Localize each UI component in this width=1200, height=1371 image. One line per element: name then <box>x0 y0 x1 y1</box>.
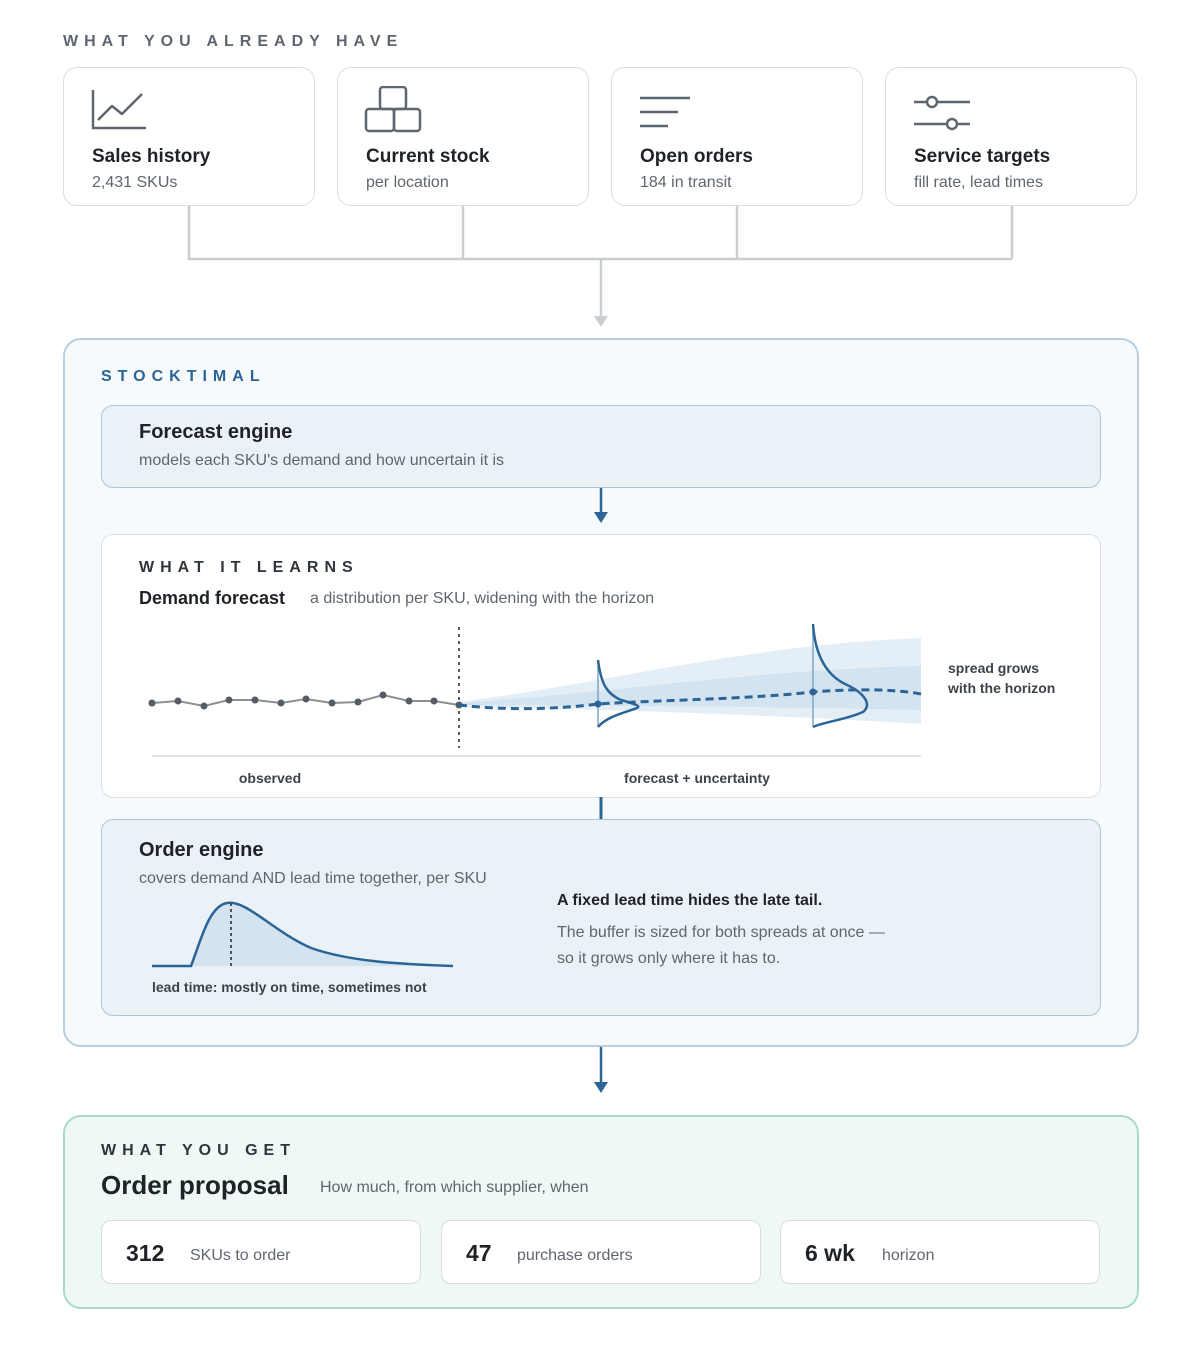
forecast-engine-title: Forecast engine <box>139 421 293 443</box>
leadtime-caption: lead time: mostly on time, sometimes not <box>152 979 427 995</box>
arrow-down-icon <box>594 512 608 523</box>
demand-forecast-illustration <box>101 534 1101 798</box>
stat-value: 312 <box>126 1240 165 1266</box>
arrow-down-icon <box>594 316 608 327</box>
order-proposal-sub: How much, from which supplier, when <box>320 1179 589 1196</box>
arrow-down-icon <box>594 1082 608 1093</box>
stat-value: 47 <box>466 1240 492 1266</box>
input-card-sub: per location <box>366 174 449 191</box>
inputs-heading: WHAT YOU ALREADY HAVE <box>63 33 404 50</box>
order-proposal-title: Order proposal <box>101 1170 289 1200</box>
system-name: STOCKTIMAL <box>101 368 266 385</box>
input-card-title: Open orders <box>640 146 753 167</box>
lead-time-illustration <box>101 890 461 1000</box>
inputs-connector <box>0 0 1200 340</box>
learns-heading: WHAT IT LEARNS <box>139 559 359 576</box>
callout-line-1: The buffer is sized for both spreads at once — <box>557 924 885 941</box>
forecast-engine-sub: models each SKU's demand and how uncertain it is <box>139 452 505 469</box>
order-engine-sub: covers demand AND lead time together, per SKU <box>139 870 487 887</box>
callout-line-2: so it grows only where it has to. <box>557 950 781 967</box>
annotation-line-2: with the horizon <box>948 680 1056 696</box>
input-card-sub: 2,431 SKUs <box>92 174 178 191</box>
label-forecast: forecast + uncertainty <box>624 770 770 786</box>
input-card-title: Current stock <box>366 146 490 167</box>
flow-arrow <box>590 1047 612 1097</box>
order-engine-title: Order engine <box>139 839 264 861</box>
stat-card-horizon <box>780 1220 1100 1284</box>
output-heading: WHAT YOU GET <box>101 1142 296 1159</box>
callout-title: A fixed lead time hides the late tail. <box>557 892 823 909</box>
input-card-title: Sales history <box>92 146 211 167</box>
annotation-line-1: spread grows <box>948 660 1040 676</box>
input-card-sub: fill rate, lead times <box>914 174 1043 191</box>
stat-value: 6 wk <box>805 1240 855 1266</box>
demand-forecast-sub: a distribution per SKU, widening with the horizon <box>310 590 655 607</box>
forecast-engine-panel <box>101 405 1101 488</box>
demand-forecast-title: Demand forecast <box>139 588 286 608</box>
label-observed: observed <box>238 770 302 786</box>
stat-card-skus <box>101 1220 421 1284</box>
stat-card-purchase-orders <box>441 1220 761 1284</box>
stat-label: purchase orders <box>517 1247 633 1264</box>
flow-connector <box>590 797 612 821</box>
stat-label: horizon <box>882 1247 935 1264</box>
input-card-sub: 184 in transit <box>640 174 732 191</box>
input-card-title: Service targets <box>914 146 1051 167</box>
stat-label: SKUs to order <box>190 1247 291 1264</box>
flow-arrow <box>590 488 612 528</box>
